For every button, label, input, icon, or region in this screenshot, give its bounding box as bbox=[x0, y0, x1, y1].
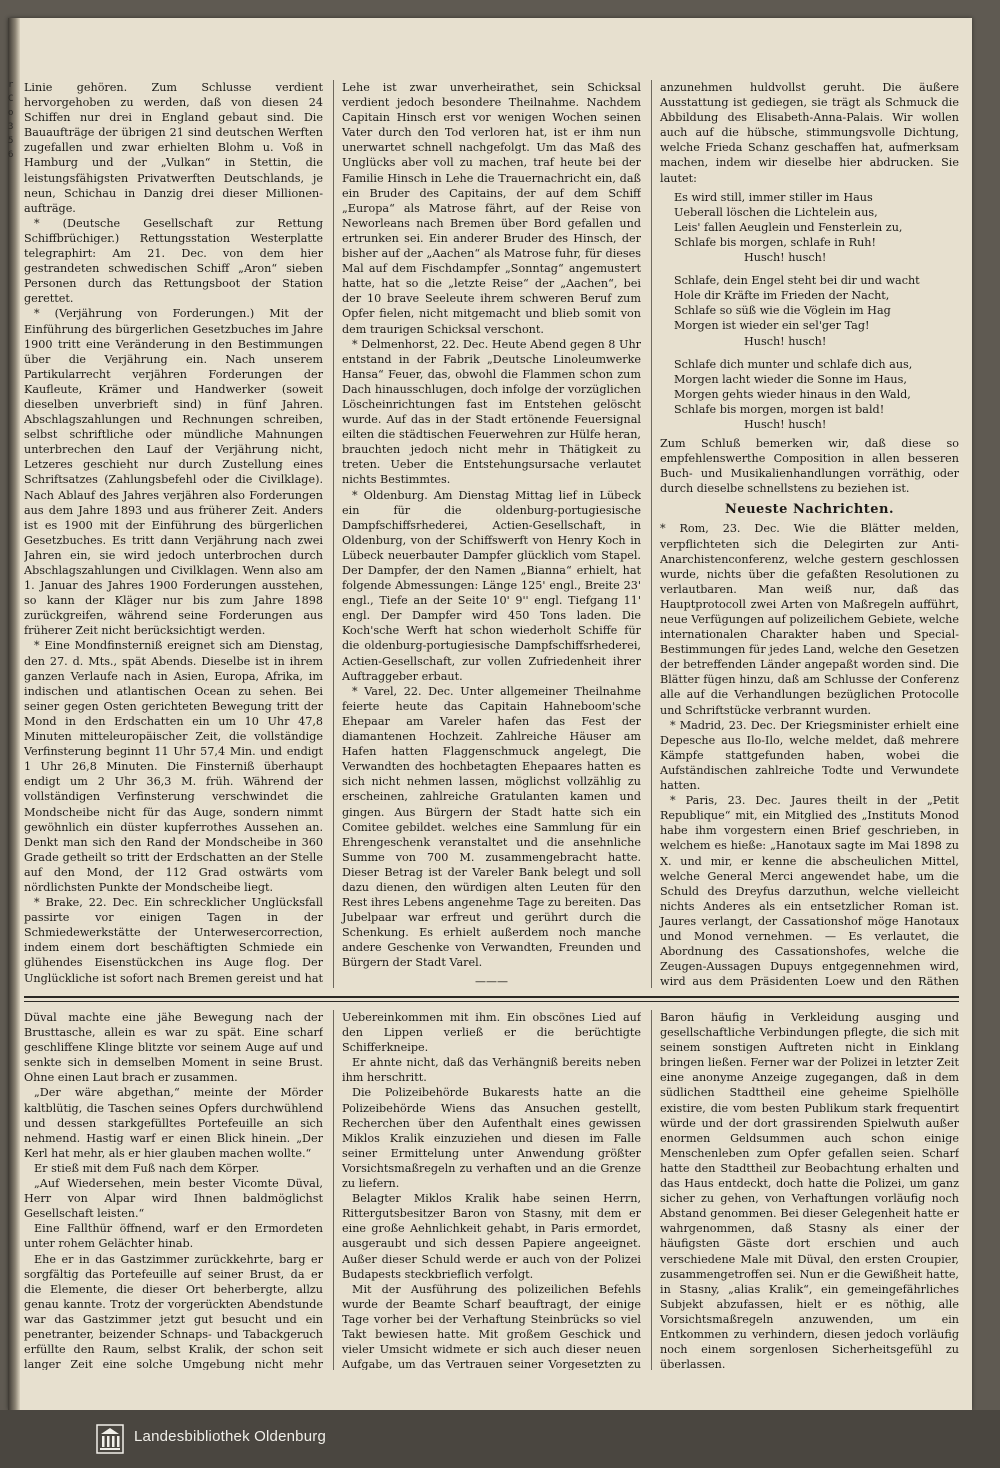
article-paragraph: Uebereinkommen mit ihm. Ein obscönes Lied auf den Lippen verließ er die berüchtigte Schifferkneipe. bbox=[342, 1011, 641, 1055]
feuilleton-rule bbox=[24, 996, 959, 1002]
poem-line: Husch! husch! bbox=[744, 334, 827, 348]
heading-neueste-nachrichten: Neueste Nachrichten. bbox=[724, 502, 895, 518]
upper-columns bbox=[24, 80, 959, 988]
poem-line: Leis' fallen Aeuglein und Fensterlein zu, bbox=[674, 220, 903, 234]
newspaper-page bbox=[8, 18, 972, 1410]
article-paragraph: Ehe er in das Gastzimmer zurückkehrte, barg er sorgfältig das Portefeuille auf seiner Brust, da er die Elemente, die dieser Ort beherbergte, allzu genau kannte. Trotz der vorgerückten Abendstunde war das Gastzimmer jetzt gut besucht und ein penetranter, beizender Schnaps- und Tabackgeruch erfüllte den Raum, selbst Kralik, der schon seit langer Zeit eine solche Umgebung nicht mehr bbox=[24, 1252, 323, 1370]
upper-column-3 bbox=[651, 80, 959, 988]
article-paragraph: * Varel, 22. Dec. Unter allgemeiner Theilnahme feierte heute das Capitain Hahneboom'sche Ehepaar am Vareler hafen das Fest der diamantenen Hochzeit. Zahlreiche Häuser am Hafen hatten Flaggenschmuck angelegt, Die Verwandten des hochbetagten Ehepaares hatten es sich nicht nehmen lassen, möglichst vollzählig zu erscheinen, zahlreiche Gratulanten kamen und gingen. Aus Bürgern der Stadt hatte sich ein Comitee gebildet. welches eine Sammlung für ein Ehrengeschenk veranstaltet und die ansehnliche Summe von 700 M. zusammengebracht hatte. Dieser Betrag ist der Vareler Bank belegt und soll dazu dienen, den würdigen alten Leuten für den Rest ihres Lebens angenehme Tage zu bereiten. Das Jubelpaar war erfreut und gerührt durch die Schenkung. Es erhielt außerdem noch manche andere Geschenke von Verwandten, Freunden und Bürgern der Stadt Varel. bbox=[342, 684, 641, 970]
article-paragraph: * Madrid, 23. Dec. Der Kriegsminister erhielt eine Depesche aus Ilo-Ilo, welche meldet, daß mehrere Kämpfe stattgefunden haben, wobei die Aufständischen zahlreiche Todte und Verwundete hatten. bbox=[660, 718, 959, 793]
poem-line: Schlafe bis morgen, schlafe in Ruh! bbox=[674, 235, 876, 249]
article-paragraph: Er ahnte nicht, daß das Verhängniß bereits neben ihm herschritt. bbox=[342, 1056, 641, 1085]
article-paragraph: Eine Fallthür öffnend, warf er den Ermordeten unter rohem Gelächter hinab. bbox=[24, 1222, 323, 1251]
poem-stanza-gap bbox=[674, 265, 959, 273]
library-name: Landesbibliothek Oldenburg bbox=[134, 1428, 327, 1445]
article-paragraph: * Rom, 23. Dec. Wie die Blätter melden, verpflichteten sich die Delegirten zur Anti-Anarchistenconferenz, welche gestern geschlossen wurde, nichts über die gefaßten Resolutionen zu verlautbaren. Man weiß nur, daß das Hauptprotocoll zwei Arten von Maßregeln aufführt, neue Verfügungen auf polizeilichem Gebiete, welche internationalen Charakter haben und Special-Bestimmungen für jedes Land, welche den Gesetzen der betreffenden Länder angepaßt worden sind. Die Blätter fügen hinzu, daß am Schlusse der Conferenz alle auf die Verhandlungen bezüglichen Protocolle und Schriftstücke verbrannt wurden. bbox=[660, 522, 959, 717]
article-paragraph: Düval machte eine jähe Bewegung nach der Brusttasche, allein es war zu spät. Eine scharf geschliffene Klinge blitzte vor seinem Auge auf und senkte sich in demselben Moment in seine Brust. Ohne einen Laut brach er zusammen. bbox=[24, 1011, 323, 1085]
poem-line: Schlafe so süß wie die Vöglein im Hag bbox=[674, 304, 891, 318]
article-paragraph: Baron häufig in Verkleidung ausging und gesellschaftliche Verbindungen pflegte, die sich mit seinem sonstigen Auftreten nicht in Einklang bringen ließen. Ferner war der Polizei in letzter Zeit eine anonyme Anzeige zugegangen, daß in dem südlichen Stadttheil eine geheime Spielhölle existire, die vom besten Publikum stark frequentirt würde und der dort grassirenden Spielwuth außer enormen Geldsummen auch schon einige Menschenleben zum Opfer gefallen seien. Scharf hatte den Stadttheil zur Beobachtung erhalten und das Haus entdeckt, doch hatte die Polizei, um ganz sicher zu gehen, von Verhaftungen vorläufig noch Abstand genommen. Bei dieser Gelegenheit hatte er wahrgenommen, daß Stasny als einer der häufigsten Gäste dort erschien und auch verschiedene Male mit Düval, den ersten Croupier, zusammengetroffen sei. Nun er die Gewißheit hatte, in Stasny, „alias Kralik“, ein gemeingefährliches Subjekt abzufassen, hielt er es nöthig, alle Vorsichtsmaßregeln anzuwenden, um ein Entkommen zu verhindern, diesen jedoch vorläufig noch einem sorgenlosen Sicherheitsgefühl zu überlassen. bbox=[660, 1011, 959, 1370]
library-footer bbox=[0, 1410, 1000, 1468]
article-paragraph: * (Deutsche Gesellschaft zur Rettung Schiffbrüchiger.) Rettungsstation Westerplatte telegraphirt: Am 21. Dec. von dem hier gestrandeten schwedischen Schiff „Aron“ sieben Personen durch das Rettungsboot der Station gerettet. bbox=[24, 216, 323, 306]
article-paragraph: Die Polizeibehörde Bukarests hatte an die Polizeibehörde Wiens das Ansuchen gestellt, Recherchen über den Aufenthalt eines gewissen Miklos Kralik einzuziehen und diesen im Falle seiner Ermittelung unter Anwendung größter Vorsichtsmaßregeln zu verhaften und an die Grenze zu liefern. bbox=[342, 1086, 641, 1191]
article-paragraph: * Paris, 23. Dec. Jaures theilt in der „Petit Republique“ mit, ein Mitglied des „Instituts Monod habe ihm vorgestern einen Brief geschrieben, in welchem es hieße: „Hanotaux sagte im Mai 1898 zu X. und mir, er kenne die abscheulichen Mittel, welche General Merci angewendet habe, um die Schuld des Dreyfus darzuthun, welche vielleicht nichts Anderes als ein entsetzlicher Roman ist. Jaures verlangt, der Cassationshof möge Hanotaux und Monod vernehmen. — Es verlautet, die Abordnung des Cassationshofes, welche die Zeugen-Aussagen Dupuys entgegennehmen wird, wird aus dem Präsidenten Loew und den Räthen bbox=[660, 794, 959, 988]
article-paragraph: Belagter Miklos Kralik habe seinen Herrn, Rittergutsbesitzer Baron von Stasny, mit dem er eine große Aehnlichkeit gehabt, in Paris ermordet, ausgeraubt und sich dessen Papiere angeeignet. Außer dieser Schuld werde er auch von der Polizei Budapests steckbrieflich verfolgt. bbox=[342, 1192, 641, 1281]
article-paragraph: Er stieß mit dem Fuß nach dem Körper. bbox=[34, 1161, 260, 1175]
article-paragraph: „Der wäre abgethan,“ meinte der Mörder kaltblütig, die Taschen seines Opfers durchwühlend und dessen starkgefülltes Portefeuille an sich nehmend. Hastig warf er einen Blick hinein. „Der Kerl hat mehr, als er hier glauben machen wollte.“ bbox=[24, 1086, 323, 1160]
article-paragraph: * Oldenburg. Am Dienstag Mittag lief in Lübeck ein für die oldenburg-portugiesische Dampfschiffsrhederei, Actien-Gesellschaft, in Oldenburg, von der Schiffswerft von Henry Koch in Lübeck neuerbauter Dampfer glücklich vom Stapel. Der Dampfer, der den Namen „Bianna“ erhielt, hat folgende Abmessungen: Länge 125' engl., Breite 23' engl., Tiefe an der Seite 10' 9'' engl. Tiefgang 11' engl. Der Dampfer wird 450 Tons laden. Die Koch'sche Werft hat schon wiederholt Schiffe für die oldenburg-portugiesische Dampfschiffsrhederei, Actien-Gesellschaft, zur vollen Zufriedenheit ihrer Auftraggeber erbaut. bbox=[342, 488, 641, 683]
library-building-icon bbox=[96, 1424, 124, 1454]
article-paragraph: * Eine Mondfinsterniß ereignet sich am Dienstag, den 27. d. Mts., spät Abends. Dieselbe ist in ihrem ganzen Verlaufe nach in Asien, Europa, Afrika, im indischen und atlantischen Ocean zu sehen. Bei seiner gegen Osten gerichteten Bewegung tritt der Mond in den Erdschatten ein um 10 Uhr 47,8 Minuten mitteleuropäischer Zeit, die vollständige Verfinsterung beginnt 11 Uhr 57,4 Min. und endigt 1 Uhr 26,8 Minuten. Die Finsterniß überhaupt endigt um 2 Uhr 36,3 M. früh. Während der vollständigen Verfinsterung verschwindet die Mondscheibe nicht für das Auge, sondern nimmt gewöhnlich ein düster kupferrothes Aussehen an. Denkt man sich den Rand der Mondscheibe in 360 Grade getheilt so tritt der Erdschatten an der Stelle auf den Mond, der 112 Grad ostwärts vom nördlichsten Punkte der Mondscheibe liegt. bbox=[24, 639, 323, 894]
poem-line: Hole dir Kräfte im Frieden der Nacht, bbox=[674, 289, 890, 303]
section-separator: ——— bbox=[475, 974, 508, 988]
article-paragraph: * (Verjährung von Forderungen.) Mit der Einführung des bürgerlichen Gesetzbuches im Jahre 1900 tritt eine Veränderung in den Bestimmungen über die Verjährung ein. Nach unserem Partikularrecht verjähren Forderungen der Kaufleute, Krämer und Handwerker (soweit dieselben unverbrieft sind) in fünf Jahren. Abschlagszahlungen und Rechnungen schreiben, selbst schriftliche oder mündliche Mahnungen unterbrechen den Lauf der Verjährung nicht, Letzeres geschieht nur durch Zustellung eines Schriftsatzes (Zahlungsbefehl oder die Civilklage). Nach Ablauf des Jahres verjähren also Forderungen aus dem Jahre 1893 und aus früherer Zeit. Anders ist es 1900 mit der Einführung des bürgerlichen Gesetzbuches. Es tritt dann Verjährung nach zwei Jahren ein, sie wird jedoch unterbrochen durch Abschlagszahlungen und Civilklagen. Wenn also am 1. Januar des Jahres 1900 Forderungen ausstehen, so kann der Kläger nur bis zum Jahre 1898 zurückgreifen, während seine Forderungen aus früherer Zeit nicht berücksichtigt werden. bbox=[24, 307, 323, 638]
poem-line: Schlafe dich munter und schlafe dich aus, bbox=[674, 357, 913, 371]
feuilleton-columns bbox=[24, 1010, 959, 1370]
book-spine bbox=[8, 18, 20, 1410]
article-paragraph: Lehe ist zwar unverheirathet, sein Schicksal verdient jedoch besondere Theilnahme. Nachdem Capitain Hinsch erst vor wenigen Wochen seinen Vater durch den Tod verloren hat, ist er ihm nun unerwartet schnell nachgefolgt. Um das Maß des Unglücks aber voll zu machen, traf heute bei der Familie Hinsch in Lehe die Trauernachricht ein, daß ein Bruder des Capitains, der auf dem Schiff „Europa“ als Matrose fährt, auf der Reise von Neworleans nach Bremen über Bord gefallen und ertrunken sei. Ein anderer Bruder des Hinsch, der bisher auf der „Aachen“ als Matrose fuhr, für dieses Mal auf dem Fischdampfer „Sonntag“ angemustert hatte, hat so die „letzte Reise“ der „Aachen“, bei der 10 brave Seeleute ihrem schweren Beruf zum Opfer fielen, nicht mitgemacht und blieb somit von dem traurigen Schicksal verschont. bbox=[342, 81, 641, 336]
feuilleton-column-1 bbox=[24, 1010, 323, 1370]
article-paragraph: Linie gehören. Zum Schlusse verdient hervorgehoben zu werden, daß von diesen 24 Schiffen nur drei in England gebaut sind. Die Bauaufträge der übrigen 21 sind deutschen Werften zugefallen und zwar erhielten Blohm u. Voß in Hamburg und der „Vulkan“ in Stettin, die leistungsfähigsten Privatwerften Deutschlands, je neun, Schichau in Danzig drei dieser Millionen-aufträge. bbox=[24, 81, 323, 215]
article-paragraph: * Brake, 22. Dec. Ein schrecklicher Unglücksfall passirte vor einigen Tagen in der Schmiedewerkstätte der Unterwesercorrection, indem einem dort beschäftigten Schmiede ein glühendes Eisenstückchen ins Auge flog. Der Unglückliche ist sofort nach Bremen gereist und hat bbox=[24, 896, 323, 985]
poem-line: Schlafe, dein Engel steht bei dir und wacht bbox=[674, 274, 920, 288]
upper-column-2 bbox=[333, 80, 641, 988]
poem-line: Es wird still, immer stiller im Haus bbox=[674, 190, 873, 204]
poem-line: Ueberall löschen die Lichtelein aus, bbox=[674, 205, 878, 219]
upper-column-1 bbox=[24, 80, 323, 988]
poem-line: Morgen lacht wieder die Sonne im Haus, bbox=[674, 372, 907, 386]
article-paragraph: * Delmenhorst, 22. Dec. Heute Abend gegen 8 Uhr entstand in der Fabrik „Deutsche Linoleumwerke Hansa“ Feuer, das, obwohl die Flammen schon zum Dach hinausschlugen, doch infolge der vorzüglichen Löscheinrichtungen fast im Entstehen gelöscht wurde. Auf das in der Stadt ertönende Feuersignal eilten die städtischen Feuerwehren zur Hülfe heran, brauchten jedoch nicht mehr in Thätigkeit zu treten. Ueber die Entstehungsursache verlautet nichts Bestimmtes. bbox=[342, 337, 641, 487]
poem-stanza-gap bbox=[674, 349, 959, 357]
feuilleton-column-2 bbox=[333, 1010, 641, 1370]
article-paragraph: „Auf Wiedersehen, mein bester Vicomte Düval, Herr von Alpar wird Ihnen baldmöglichst Gesellschaft leisten.“ bbox=[24, 1177, 323, 1221]
poem-line: Schlafe bis morgen, morgen ist bald! bbox=[674, 402, 885, 416]
poem-line: Husch! husch! bbox=[744, 417, 827, 431]
article-paragraph: Zum Schluß bemerken wir, daß diese so empfehlenswerthe Composition in allen besseren Buch- und Musikalienhandlungen vorräthig, oder durch dieselbe schnellstens zu beziehen ist. bbox=[660, 437, 959, 496]
poem-line: Husch! husch! bbox=[744, 251, 827, 265]
article-paragraph: anzunehmen huldvollst geruht. Die äußere Ausstattung ist gediegen, sie trägt als Schmuck die Abbildung des Elisabeth-Anna-Palais. Wir wollen auch auf die hübsche, stimmungsvolle Dichtung, welche Frieda Schanz geschaffen hat, aufmerksam machen, indem wir dieselbe hier abdrucken. Sie lautet: bbox=[660, 81, 959, 185]
poem-line: Morgen gehts wieder hinaus in den Wald, bbox=[674, 387, 911, 401]
poem-schlummerlied bbox=[674, 190, 959, 432]
poem-line: Morgen ist wieder ein sel'ger Tag! bbox=[674, 319, 870, 333]
article-paragraph: Mit der Ausführung des polizeilichen Befehls wurde der Beamte Scharf beauftragt, der einige Tage vorher bei der Verhaftung Steinbrücks so viel Takt bewiesen hatte. Mit großem Geschick und vieler Umsicht widmete er sich auch dieser neuen Aufgabe, um das Vertrauen seiner Vorgesetzten zu bbox=[342, 1282, 641, 1370]
feuilleton-column-3 bbox=[651, 1010, 959, 1370]
spine-edge-mark: r C o 3 5 6 bbox=[8, 80, 14, 160]
